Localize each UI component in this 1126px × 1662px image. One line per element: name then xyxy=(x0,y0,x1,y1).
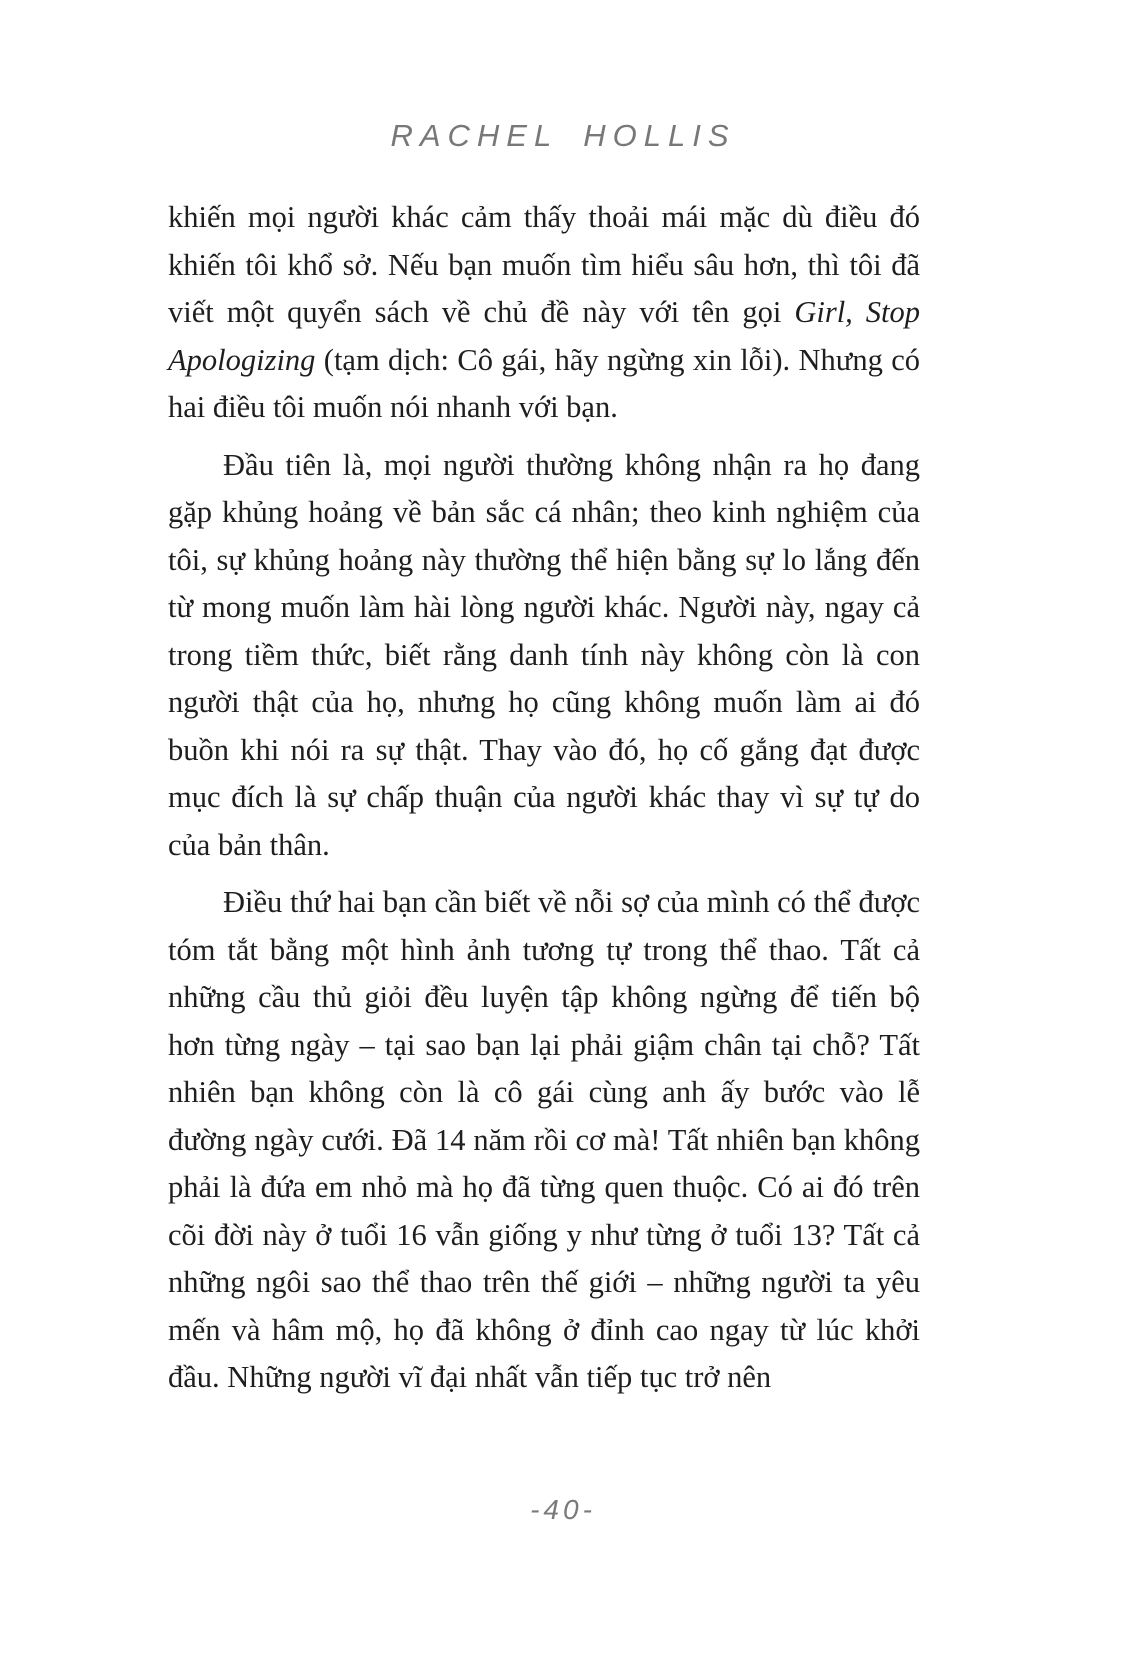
paragraph xyxy=(168,194,920,432)
body-text xyxy=(168,194,920,1412)
paragraph xyxy=(168,879,920,1402)
text-run: Đầu tiên là, mọi người thường không nhận ra họ đang gặp khủng hoảng về bản sắc cá nhân; theo kinh nghiệm của tôi, sự khủng hoảng này thường thể hiện bằng sự lo lắng đến từ mong muốn làm hài lòng người khác. Người này, ngay cả trong tiềm thức, biết rằng danh tính này không còn là con người thật của họ, nhưng họ cũng không muốn làm ai đó buồn khi nói ra sự thật. Thay vào đó, họ cố gắng đạt được mục đích là sự chấp thuận của người khác thay vì sự tự do của bản thân. xyxy=(168,447,920,862)
text-run: (tạm dịch: Cô gái, hãy ngừng xin lỗi). Nhưng có hai điều tôi muốn nói nhanh với bạn. xyxy=(168,342,920,424)
text-run: Điều thứ hai bạn cần biết về nỗi sợ của mình có thể được tóm tắt bằng một hình ảnh tương tự trong thể thao. Tất cả những cầu thủ giỏi đều luyện tập không ngừng để tiến bộ hơn từng ngày – tại sao bạn lại phải giậm chân tại chỗ? Tất nhiên bạn không còn là cô gái cùng anh ấy bước vào lễ đường ngày cưới. Đã 14 năm rồi cơ mà! Tất nhiên bạn không phải là đứa em nhỏ mà họ đã từng quen thuộc. Có ai đó trên cõi đời này ở tuổi 16 vẫn giống y như từng ở tuổi 13? Tất cả những ngôi sao thể thao trên thế giới – những người ta yêu mến và hâm mộ, họ đã không ở đỉnh cao ngay từ lúc khởi đầu. Những người vĩ đại nhất vẫn tiếp tục trở nên xyxy=(168,885,920,1394)
running-header: RACHEL HOLLIS xyxy=(390,118,736,153)
text-run: khiến mọi người khác cảm thấy thoải mái mặc dù điều đó khiến tôi khổ sở. Nếu bạn muốn tìm hiểu sâu hơn, thì tôi đã viết một quyển sách về chủ đề này với tên gọi xyxy=(168,200,920,329)
page-number: -40- xyxy=(530,1494,596,1525)
paragraph xyxy=(168,442,920,870)
book-title-italic: Girl, Stop Apologizing xyxy=(168,295,920,377)
